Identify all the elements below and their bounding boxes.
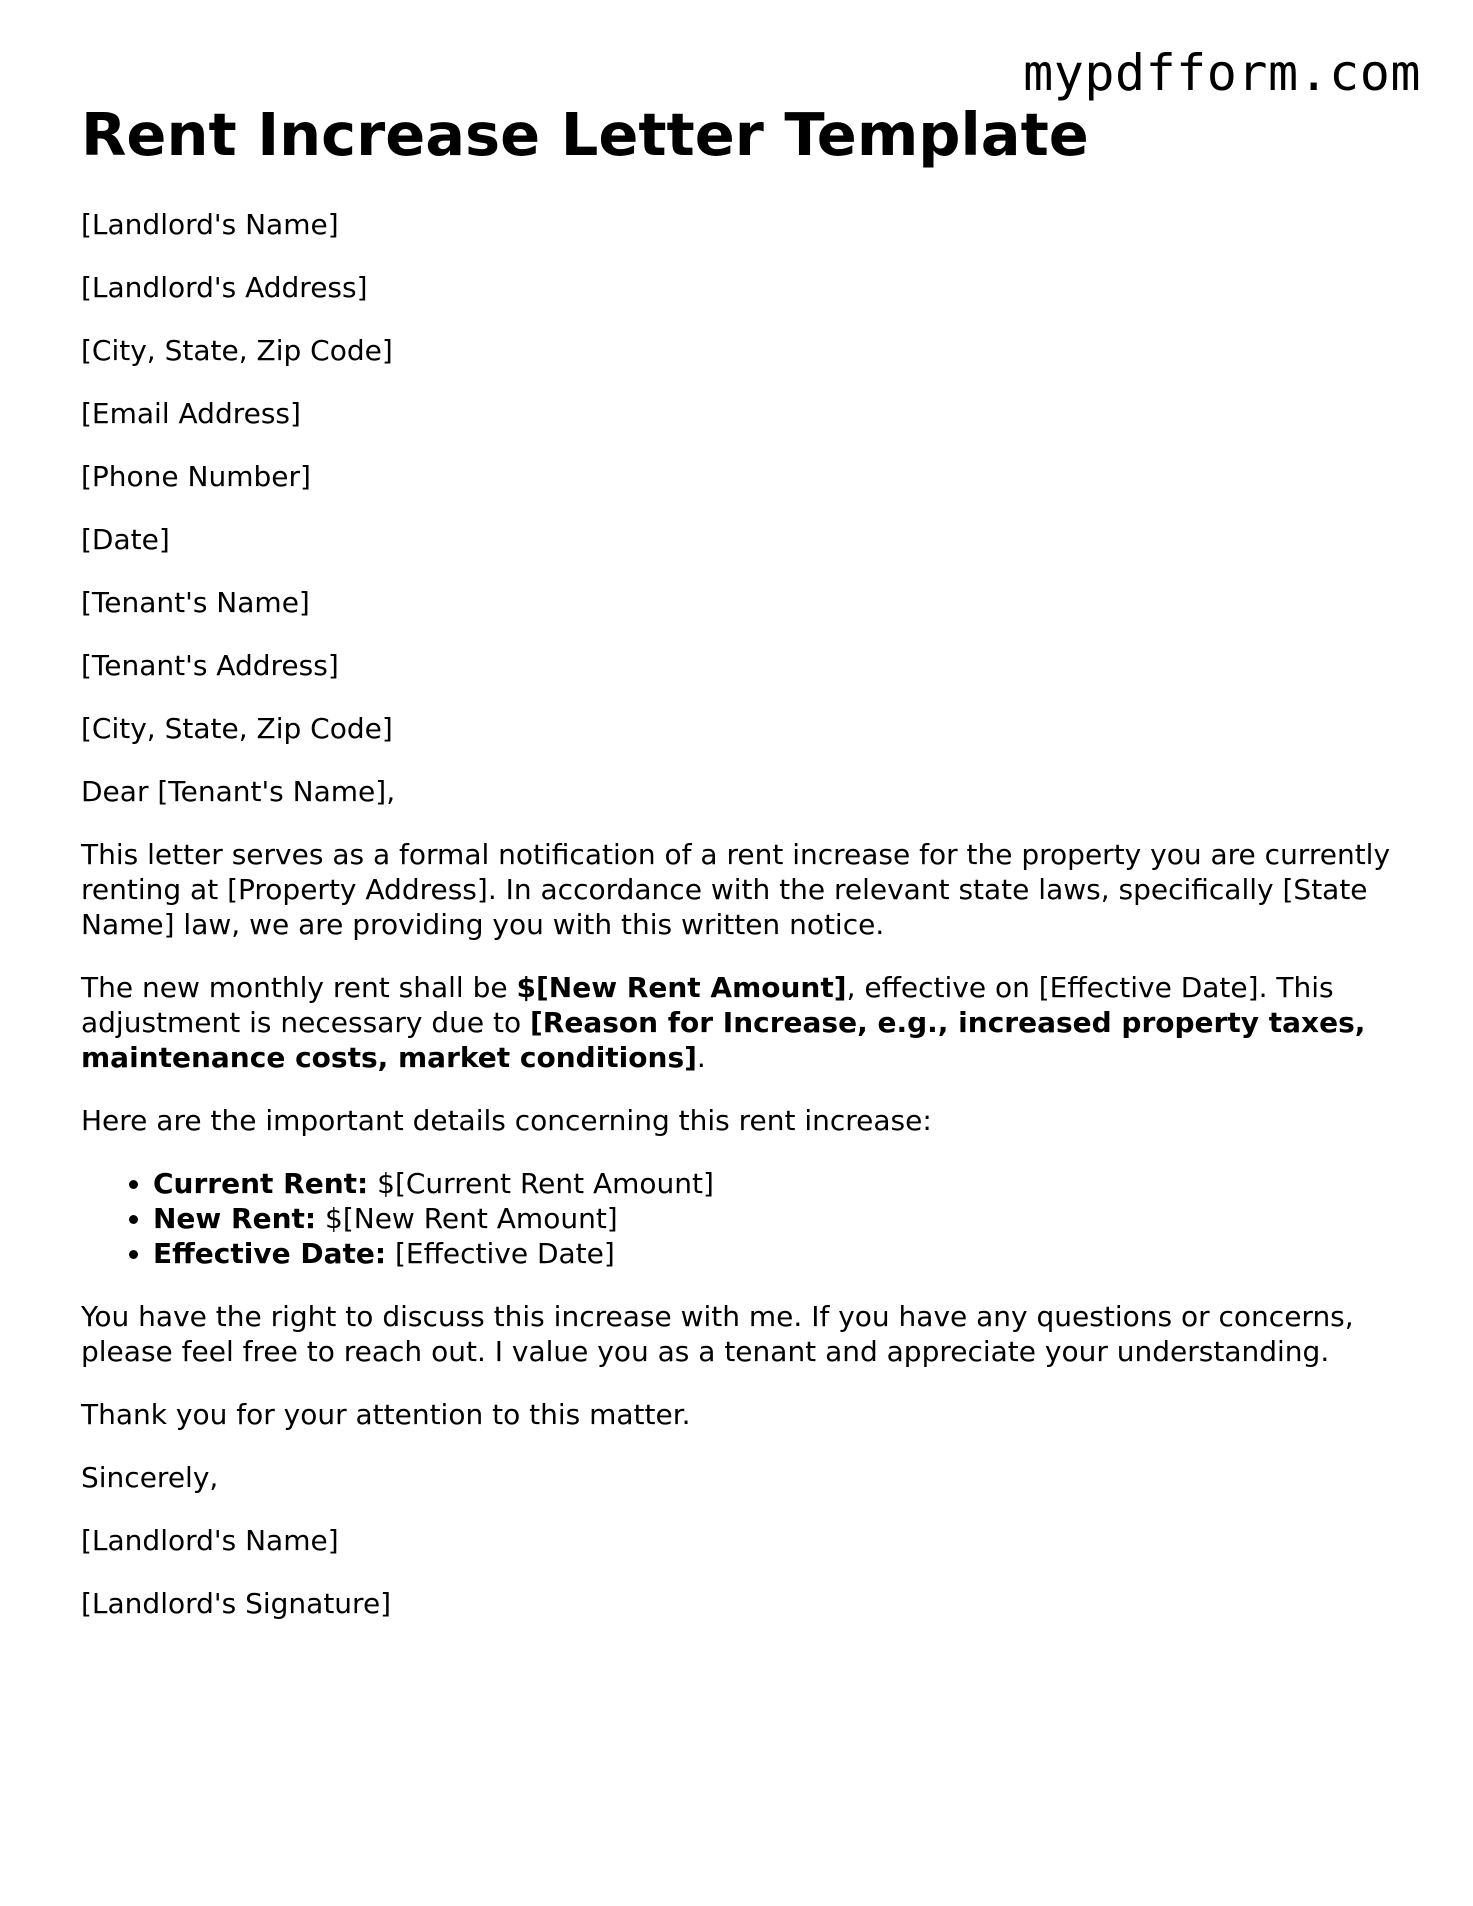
list-item	[153, 1236, 1401, 1271]
detail-label: Effective Date:	[153, 1236, 387, 1270]
letter-document	[81, 100, 1401, 1649]
salutation: Dear [Tenant's Name],	[81, 774, 396, 808]
detail-value: $[New Rent Amount]	[316, 1201, 618, 1235]
paragraph-new-rent-text-2: , effective on [Effective Date]. This adjustment is necessary due to	[81, 970, 1334, 1039]
recipient-name: [Tenant's Name]	[81, 585, 310, 619]
signoff-name: [Landlord's Name]	[81, 1523, 339, 1557]
paragraph-notification: This letter serves as a formal notification of a rent increase for the property you are currently renting at [Property Address]. In accordance with the relevant state laws, specifically [State Name] law, we are providing you with this written notice.	[81, 837, 1391, 941]
detail-value: [Effective Date]	[386, 1236, 615, 1270]
closing: Sincerely,	[81, 1460, 219, 1494]
list-item	[153, 1201, 1401, 1236]
list-item	[153, 1166, 1401, 1201]
sender-address: [Landlord's Address]	[81, 270, 368, 304]
new-rent-amount: $[New Rent Amount]	[516, 970, 847, 1004]
detail-value: $[Current Rent Amount]	[368, 1166, 714, 1200]
recipient-city-state-zip: [City, State, Zip Code]	[81, 711, 393, 745]
watermark: mypdfform.com	[1023, 44, 1421, 102]
sender-phone: [Phone Number]	[81, 459, 311, 493]
paragraph-rights: You have the right to discuss this increase with me. If you have any questions or concerns, please feel free to reach out. I value you as a tenant and appreciate your understanding.	[81, 1299, 1354, 1368]
letter-date: [Date]	[81, 522, 170, 556]
signoff-signature: [Landlord's Signature]	[81, 1586, 392, 1620]
increase-reason: [Reason for Increase, e.g., increased property taxes, maintenance costs, market conditions]	[81, 1005, 1366, 1074]
paragraph-new-rent-text-3: .	[696, 1040, 706, 1074]
paragraph-new-rent	[81, 970, 1401, 1075]
sender-name: [Landlord's Name]	[81, 207, 339, 241]
details-list	[81, 1166, 1401, 1271]
thanks-line: Thank you for your attention to this matter.	[81, 1397, 691, 1431]
paragraph-new-rent-text-1: The new monthly rent shall be	[81, 970, 517, 1004]
detail-label: New Rent:	[153, 1201, 317, 1235]
detail-label: Current Rent:	[153, 1166, 369, 1200]
page-title: Rent Increase Letter Template	[81, 100, 1089, 169]
recipient-address: [Tenant's Address]	[81, 648, 339, 682]
sender-city-state-zip: [City, State, Zip Code]	[81, 333, 393, 367]
details-intro: Here are the important details concerning this rent increase:	[81, 1103, 932, 1137]
sender-email: [Email Address]	[81, 396, 301, 430]
